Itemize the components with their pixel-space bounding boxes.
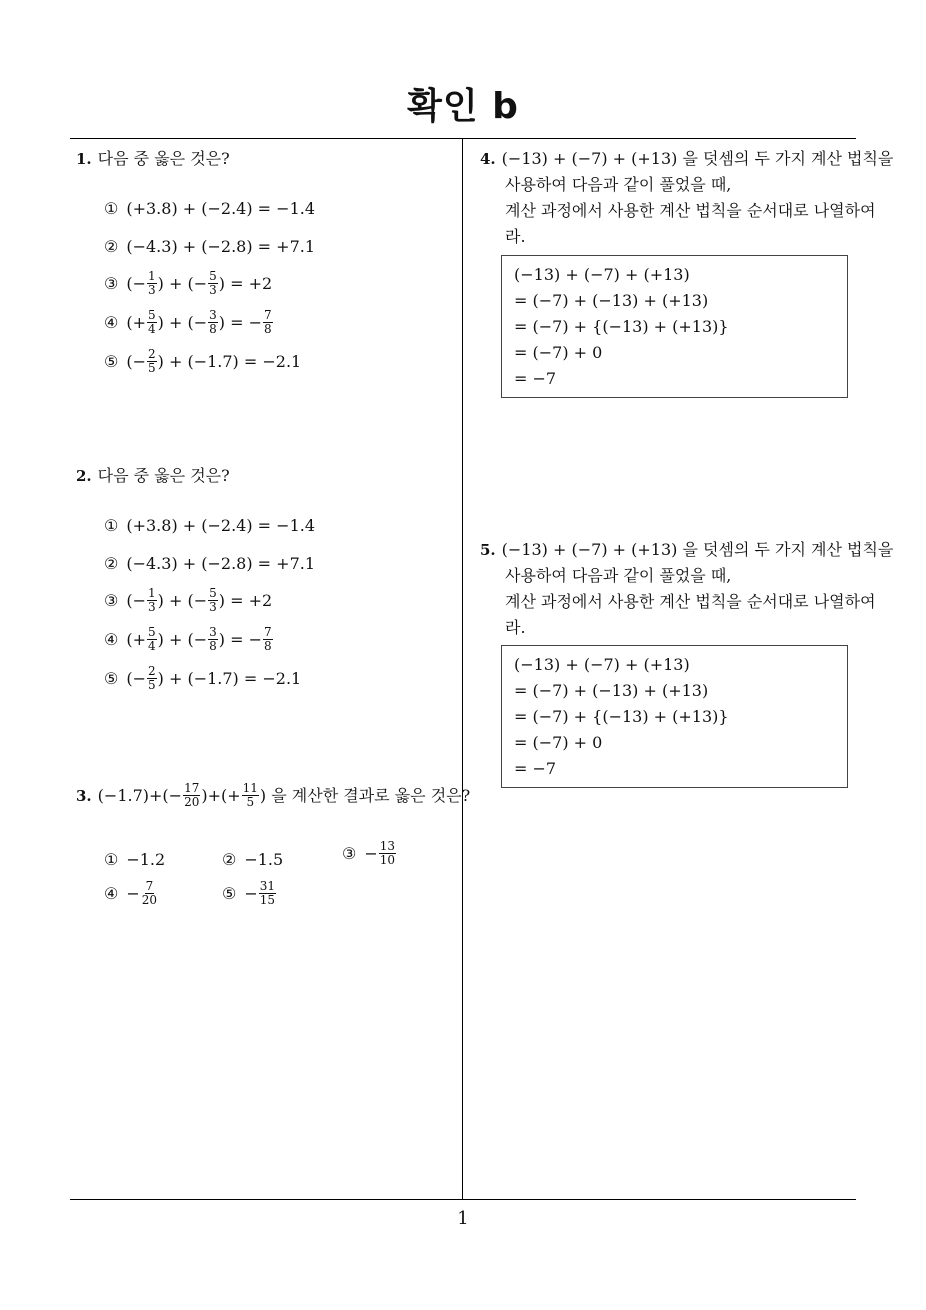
fraction (147, 270, 157, 297)
denominator: 8 (209, 639, 217, 653)
choice-marker: ⑤ (104, 352, 119, 371)
denominator: 5 (148, 361, 156, 375)
bottom-rule (70, 1199, 856, 1200)
question-5-stem (480, 537, 893, 641)
solution-line: = (−7) + 0 (514, 343, 603, 362)
choice-3[interactable] (342, 840, 397, 867)
numerator: 3 (209, 625, 217, 639)
solution-line: = (−7) + 0 (514, 733, 603, 752)
numerator: 31 (259, 879, 276, 893)
question-number: 2. (76, 467, 92, 485)
fraction (147, 587, 157, 614)
solution-line: = −7 (514, 759, 557, 778)
denominator: 8 (263, 639, 272, 653)
denominator: 20 (141, 893, 158, 907)
choice-marker: ④ (104, 630, 119, 649)
question-4 (480, 146, 893, 250)
question-text-line: 라. (505, 618, 526, 637)
question-1-stem (76, 146, 230, 172)
denominator: 3 (209, 283, 217, 297)
question-text: 다음 중 옳은 것은? (97, 466, 230, 485)
expr-part: ) + (− (157, 274, 208, 293)
numerator: 1 (148, 586, 156, 600)
denominator: 4 (148, 639, 156, 653)
choice-4[interactable] (104, 626, 274, 653)
choice-text: (+3.8) + (−2.4) = −1.4 (126, 516, 316, 535)
choice-1[interactable] (104, 516, 315, 535)
numerator: 2 (148, 664, 156, 678)
numerator: 1 (148, 269, 156, 283)
question-text-line: 계산 과정에서 사용한 계산 법칙을 순서대로 나열하여 (505, 201, 876, 220)
solution-line: = (−7) + {(−13) + (+13)} (514, 317, 729, 336)
expr-part: ) = − (218, 313, 262, 332)
choice-2[interactable] (104, 554, 315, 573)
question-number: 5. (480, 541, 496, 559)
choice-text: (+3.8) + (−2.4) = −1.4 (126, 199, 316, 218)
fraction (147, 309, 157, 336)
fraction (147, 665, 157, 692)
choice-3[interactable] (104, 587, 272, 614)
question-text-line: 계산 과정에서 사용한 계산 법칙을 순서대로 나열하여 (505, 592, 876, 611)
question-text-line: (−13) + (−7) + (+13) 을 덧셈의 두 가지 계산 법칙을 (501, 540, 894, 559)
expr-part: ) + (− (157, 591, 208, 610)
choice-marker: ① (104, 516, 119, 535)
solution-line: = (−7) + (−13) + (+13) (514, 681, 709, 700)
fraction (263, 626, 273, 653)
choice-marker: ③ (104, 591, 119, 610)
fraction (147, 348, 157, 375)
choice-4[interactable] (104, 309, 274, 336)
numerator: 5 (209, 586, 217, 600)
choice-text: (−4.3) + (−2.8) = +7.1 (126, 554, 316, 573)
numerator: 2 (148, 347, 156, 361)
solution-line: = (−7) + {(−13) + (+13)} (514, 707, 729, 726)
choice-5[interactable] (222, 880, 277, 907)
choice-1[interactable] (104, 199, 315, 218)
choice-marker: ④ (104, 884, 119, 903)
sign: − (364, 844, 378, 863)
expr-part: ) = +2 (218, 591, 273, 610)
denominator: 20 (184, 795, 200, 809)
numerator: 11 (242, 781, 258, 795)
fraction (147, 626, 157, 653)
denominator: 5 (246, 795, 255, 809)
top-rule (70, 138, 856, 139)
expr-part: (− (126, 591, 146, 610)
choice-5[interactable] (104, 348, 301, 375)
expr-part: (+ (126, 630, 146, 649)
question-number: 4. (480, 150, 496, 168)
denominator: 10 (379, 853, 396, 867)
fraction (379, 840, 396, 867)
expr-part: (+ (126, 313, 146, 332)
fraction (263, 309, 273, 336)
expr-part: ) + (− (157, 313, 208, 332)
denominator: 5 (148, 678, 156, 692)
choice-marker: ① (104, 199, 119, 218)
question-text-line: 라. (505, 227, 526, 246)
question-text-line: (−13) + (−7) + (+13) 을 덧셈의 두 가지 계산 법칙을 (501, 149, 894, 168)
denominator: 15 (259, 893, 276, 907)
fraction (242, 782, 259, 809)
numerator: 3 (209, 308, 217, 322)
expr-part: (−1.7)+(− (97, 785, 183, 805)
choice-1[interactable] (104, 850, 165, 869)
solution-line: = −7 (514, 369, 557, 388)
numerator: 5 (148, 625, 156, 639)
choice-marker: ② (104, 554, 119, 573)
question-3-stem (76, 782, 470, 809)
question-number: 1. (76, 150, 92, 168)
choice-text: −1.2 (126, 850, 166, 869)
choice-marker: ① (104, 850, 119, 869)
choice-text: (−4.3) + (−2.8) = +7.1 (126, 237, 316, 256)
question-2-stem (76, 463, 230, 489)
fraction (208, 626, 218, 653)
denominator: 3 (209, 600, 217, 614)
choice-4[interactable] (104, 880, 159, 907)
choice-marker: ② (104, 237, 119, 256)
expr-part: ) + (−1.7) = −2.1 (157, 669, 302, 688)
solution-line: = (−7) + (−13) + (+13) (514, 291, 709, 310)
expr-part: ) + (−1.7) = −2.1 (157, 352, 302, 371)
fraction (208, 309, 218, 336)
numerator: 5 (148, 308, 156, 322)
numerator: 17 (184, 781, 200, 795)
solution-box (501, 645, 848, 788)
numerator: 5 (209, 269, 217, 283)
solution-line: (−13) + (−7) + (+13) (514, 655, 690, 674)
denominator: 8 (263, 322, 272, 336)
choice-text: −1.5 (244, 850, 284, 869)
denominator: 8 (209, 322, 217, 336)
question-text-line: 사용하여 다음과 같이 풀었을 때, (505, 566, 732, 585)
solution-line: (−13) + (−7) + (+13) (514, 265, 690, 284)
question-text: ) 을 계산한 결과로 옳은 것은? (259, 785, 471, 805)
sign: − (244, 884, 258, 903)
question-text-line: 사용하여 다음과 같이 풀었을 때, (505, 175, 732, 194)
choice-marker: ⑤ (222, 884, 237, 903)
choice-5[interactable] (104, 665, 301, 692)
question-2 (76, 463, 316, 692)
denominator: 3 (148, 283, 156, 297)
expr-part: (− (126, 274, 146, 293)
numerator: 7 (263, 625, 272, 639)
question-3 (76, 781, 471, 907)
numerator: 7 (145, 879, 154, 893)
question-4-stem (480, 146, 893, 250)
question-1 (76, 146, 316, 375)
solution-box (501, 255, 848, 398)
choice-3[interactable] (104, 270, 272, 297)
fraction (208, 270, 218, 297)
choice-2[interactable] (104, 237, 315, 256)
expr-part: ) = − (218, 630, 262, 649)
numerator: 7 (263, 308, 272, 322)
choice-marker: ③ (342, 844, 357, 863)
expr-part: )+(+ (201, 785, 241, 805)
fraction (141, 880, 158, 907)
expr-part: ) = +2 (218, 274, 273, 293)
sign: − (126, 884, 140, 903)
denominator: 4 (148, 322, 156, 336)
expr-part: ) + (− (157, 630, 208, 649)
question-5 (480, 537, 893, 641)
choice-marker: ④ (104, 313, 119, 332)
question-text: 다음 중 옳은 것은? (97, 149, 230, 168)
fraction (208, 587, 218, 614)
question-number: 3. (76, 786, 92, 805)
expr-part: (− (126, 352, 146, 371)
fraction (183, 782, 200, 809)
choice-marker: ③ (104, 274, 119, 293)
choice-marker: ⑤ (104, 669, 119, 688)
page-title: 확인 b (407, 86, 519, 127)
column-divider (462, 139, 463, 1199)
denominator: 3 (148, 600, 156, 614)
expr-part: (− (126, 669, 146, 688)
numerator: 13 (379, 839, 396, 853)
choice-marker: ② (222, 850, 237, 869)
choice-2[interactable] (222, 850, 283, 869)
page-number: 1 (457, 1208, 469, 1229)
fraction (259, 880, 276, 907)
